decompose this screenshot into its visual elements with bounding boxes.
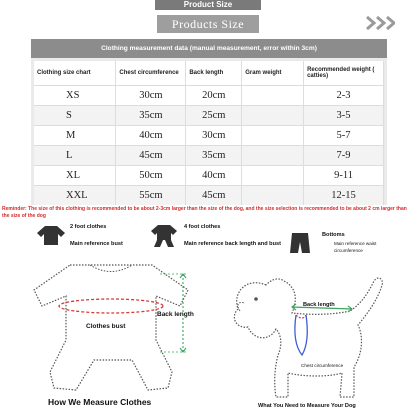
- header: [0, 0, 416, 36]
- cell-weight: 7-9: [304, 145, 384, 165]
- cell-gram: [242, 145, 304, 165]
- bust-measure-ellipse: [59, 299, 163, 313]
- cell-gram: [242, 125, 304, 145]
- dog-caption: What You Need to Measure Your Dog: [258, 403, 356, 409]
- two-foot-label: 2 foot clothes: [70, 224, 107, 230]
- cell-size: S: [34, 105, 116, 125]
- cell-chest: 30cm: [116, 85, 186, 105]
- double-chevron-right-icon: [365, 15, 395, 31]
- table-row: [34, 145, 384, 165]
- table-header-row: [34, 61, 384, 85]
- dog-back-length-label: Back length: [303, 302, 335, 308]
- cell-chest: 45cm: [116, 145, 186, 165]
- table-row: [34, 185, 384, 205]
- cell-gram: [242, 85, 304, 105]
- col-size: Clothing size chart: [34, 61, 116, 85]
- cell-chest: 35cm: [116, 105, 186, 125]
- cell-back: 20cm: [186, 85, 242, 105]
- size-chart: [31, 39, 387, 205]
- cell-size: XS: [34, 85, 116, 105]
- cell-weight: 3-5: [304, 105, 384, 125]
- four-foot-reference: Main reference back length and bust: [184, 241, 281, 247]
- cell-gram: [242, 185, 304, 205]
- reminder-note: Reminder: The size of this clothing is recommended to be about 2-3cm larger than the size of the dog, and the size selection is recommended to be about 2 cm larger than the size of the dog: [2, 206, 407, 219]
- col-chest: Chest circumference: [116, 61, 186, 85]
- product-size-title: Product Size: [155, 0, 261, 10]
- cell-back: 25cm: [186, 105, 242, 125]
- clothes-bust-label: Clothes bust: [86, 323, 126, 330]
- cell-back: 30cm: [186, 125, 242, 145]
- clothes-back-length-label: Back length: [157, 311, 194, 318]
- cell-chest: 40cm: [116, 125, 186, 145]
- clothes-caption: How We Measure Clothes: [48, 397, 152, 407]
- cell-weight: 9-11: [304, 165, 384, 185]
- two-foot-reference: Main reference bust: [70, 241, 123, 247]
- table-row: [34, 85, 384, 105]
- bottoms-icon: [289, 232, 311, 254]
- size-table: [34, 61, 384, 205]
- col-recommended-weight: Recommended weight ( catties): [304, 61, 384, 85]
- cell-weight: 12-15: [304, 185, 384, 205]
- four-foot-clothes-icon: [150, 224, 178, 248]
- dog-outline: [234, 278, 382, 397]
- cell-size: L: [34, 145, 116, 165]
- table-row: [34, 125, 384, 145]
- bottoms-label: Bottoms: [322, 232, 345, 238]
- cell-chest: 55cm: [116, 185, 186, 205]
- cell-weight: 5-7: [304, 125, 384, 145]
- dog-diagram: [226, 255, 406, 403]
- col-gram-weight: Gram weight: [242, 61, 304, 85]
- col-back-length: Back length: [186, 61, 242, 85]
- cell-size: XXL: [34, 185, 116, 205]
- two-foot-clothes-icon: [36, 224, 66, 246]
- four-foot-label: 4 foot clothes: [184, 224, 221, 230]
- products-size-subtitle: Products Size: [157, 15, 259, 33]
- cell-size: M: [34, 125, 116, 145]
- cell-chest: 50cm: [116, 165, 186, 185]
- cell-back: 40cm: [186, 165, 242, 185]
- cell-gram: [242, 105, 304, 125]
- cell-back: 35cm: [186, 145, 242, 165]
- table-heading: Clothing measurement data (manual measurement, error within 3cm): [31, 39, 387, 58]
- dog-chest-label: Chest circumference: [301, 363, 344, 368]
- cell-back: 45cm: [186, 185, 242, 205]
- bottoms-reference: Main reference waist circumference: [334, 241, 377, 253]
- cell-size: XL: [34, 165, 116, 185]
- table-row: [34, 105, 384, 125]
- dog-chest-measure: [295, 315, 307, 355]
- clothes-diagram: [20, 262, 210, 398]
- cell-weight: 2-3: [304, 85, 384, 105]
- cell-gram: [242, 165, 304, 185]
- table-row: [34, 165, 384, 185]
- neck-line: [90, 265, 132, 272]
